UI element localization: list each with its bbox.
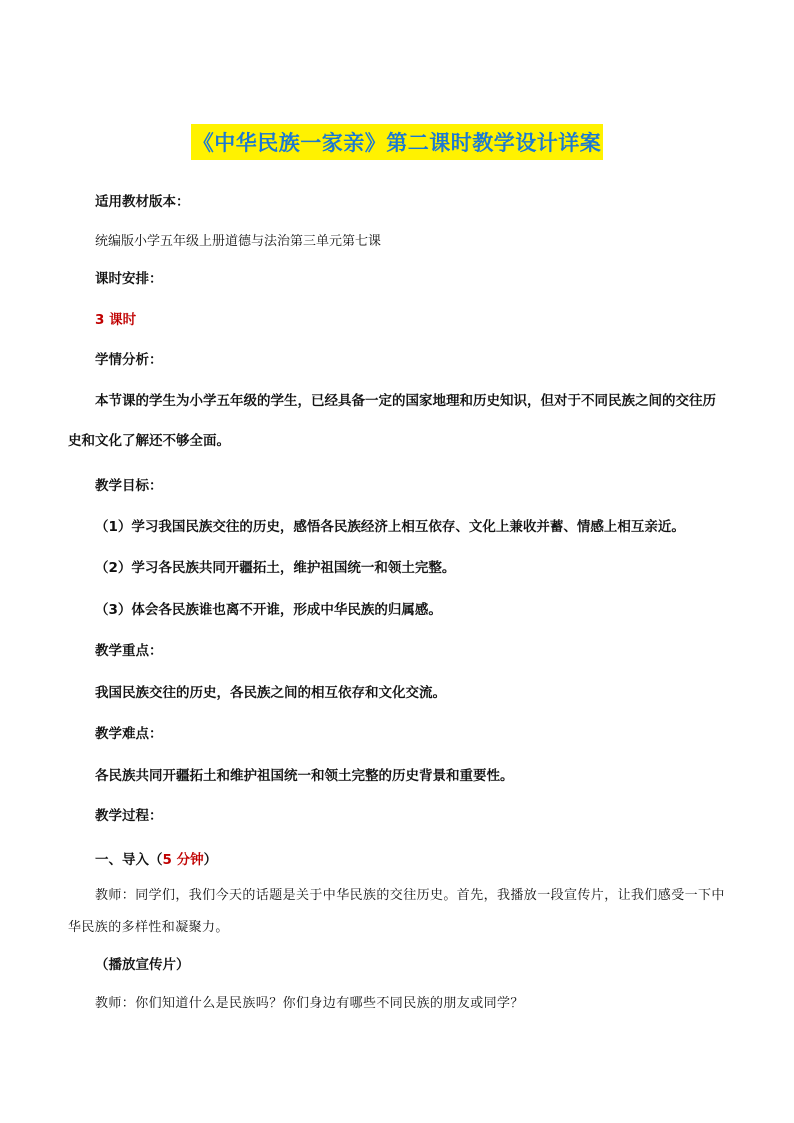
objective-item-2: （2）学习各民族共同开疆拓土，维护祖国统一和领土完整。 bbox=[95, 560, 456, 576]
section1-heading bbox=[95, 850, 217, 870]
analysis-text: 本节课的学生为小学五年级的学生，已经具备一定的国家地理和历史知识，但对于不同民族之间的交往历史和文化了解还不够全面。 bbox=[68, 393, 716, 449]
schedule-label: 课时安排： bbox=[95, 271, 163, 287]
key-label: 教学重点： bbox=[95, 643, 163, 659]
title-wrap bbox=[0, 124, 794, 160]
section1-suffix: ） bbox=[203, 852, 218, 868]
objectives-label: 教学目标： bbox=[95, 478, 163, 494]
teacher-text-1: 教师：同学们，我们今天的话题是关于中华民族的交往历史。首先，我播放一段宣传片，让我们感受一下中华民族的多样性和凝聚力。 bbox=[68, 888, 725, 935]
edition-label: 适用教材版本： bbox=[95, 194, 190, 210]
objective-item-1: （1）学习我国民族交往的历史，感悟各民族经济上相互依存、文化上兼收并蓄、情感上相互亲近。 bbox=[95, 519, 685, 535]
difficulty-text: 各民族共同开疆拓土和维护祖国统一和领土完整的历史背景和重要性。 bbox=[95, 768, 514, 784]
section1-prefix: 一、导入（ bbox=[95, 852, 163, 868]
objective-item-3: （3）体会各民族谁也离不开谁，形成中华民族的归属感。 bbox=[95, 602, 442, 618]
key-text: 我国民族交往的历史，各民族之间的相互依存和文化交流。 bbox=[95, 685, 446, 701]
analysis-label: 学情分析： bbox=[95, 352, 163, 368]
section1-time: 5 分钟 bbox=[162, 852, 204, 868]
document-title: 《中华民族一家亲》第二课时教学设计详案 bbox=[191, 124, 604, 160]
video-note: （播放宣传片） bbox=[95, 957, 190, 973]
difficulty-label: 教学难点： bbox=[95, 726, 163, 742]
process-label: 教学过程： bbox=[95, 808, 163, 824]
edition-value: 统编版小学五年级上册道德与法治第三单元第七课 bbox=[95, 234, 382, 249]
teacher-text-2: 教师：你们知道什么是民族吗？你们身边有哪些不同民族的朋友或同学？ bbox=[95, 996, 524, 1011]
schedule-value: 3 课时 bbox=[95, 312, 137, 328]
